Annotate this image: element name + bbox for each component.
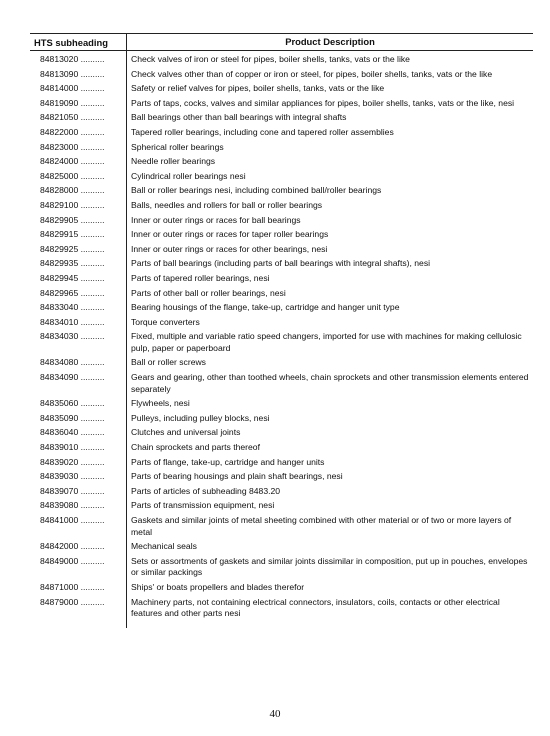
hts-code: 84834030 .......... bbox=[40, 331, 105, 342]
hts-code: 84835060 .......... bbox=[40, 398, 105, 409]
table-row bbox=[30, 124, 533, 139]
product-description: Parts of flange, take-up, cartridge and hanger units bbox=[131, 456, 325, 467]
product-description: Parts of tapered roller bearings, nesi bbox=[131, 272, 270, 283]
product-description: Parts of transmission equipment, nesi bbox=[131, 500, 275, 511]
hts-code: 84813020 .......... bbox=[40, 54, 105, 64]
hts-code: 84829100 .......... bbox=[40, 199, 105, 210]
hts-code: 84829965 .......... bbox=[40, 287, 105, 298]
product-description: Needle roller bearings bbox=[131, 156, 216, 167]
product-description: Flywheels, nesi bbox=[131, 398, 190, 409]
hts-code: 84834010 .......... bbox=[40, 316, 105, 327]
hts-code: 84829905 .......... bbox=[40, 214, 105, 225]
hts-code: 84829935 .......... bbox=[40, 258, 105, 269]
product-description: Parts of articles of subheading 8483.20 bbox=[131, 485, 281, 496]
product-description: Ball bearings other than ball bearings with integral shafts bbox=[131, 112, 347, 123]
product-description: Gaskets and similar joints of metal sheeting combined with other material or of two or more layers of metal bbox=[131, 515, 512, 537]
table-row bbox=[30, 80, 533, 95]
table-row bbox=[30, 212, 533, 227]
table-row bbox=[30, 410, 533, 425]
table-row bbox=[30, 95, 533, 110]
product-description: Chain sprockets and parts thereof bbox=[131, 442, 260, 453]
product-description: Check valves other than of copper or iron or steel, for pipes, boiler shells, tanks, vats or the like bbox=[131, 68, 493, 79]
hts-code: 84849000 .......... bbox=[40, 555, 105, 566]
hts-code: 84825000 .......... bbox=[40, 170, 105, 181]
table-row bbox=[30, 328, 533, 354]
table-row bbox=[30, 483, 533, 498]
table-row bbox=[30, 553, 533, 579]
table-row bbox=[30, 182, 533, 197]
hts-code: 84821050 .......... bbox=[40, 112, 105, 123]
product-description: Ball or roller bearings nesi, including combined ball/roller bearings bbox=[131, 185, 382, 196]
table-row bbox=[30, 497, 533, 512]
hts-code: 84839030 .......... bbox=[40, 471, 105, 482]
product-description: Ships' or boats propellers and blades therefor bbox=[131, 581, 305, 592]
product-description: Pulleys, including pulley blocks, nesi bbox=[131, 412, 270, 423]
table-row bbox=[30, 285, 533, 300]
hts-code: 84871000 .......... bbox=[40, 581, 105, 592]
table-row bbox=[30, 538, 533, 553]
table-row bbox=[30, 153, 533, 168]
hts-code: 84839070 .......... bbox=[40, 485, 105, 496]
hts-code: 84839010 .......... bbox=[40, 442, 105, 453]
table-header bbox=[30, 33, 533, 51]
product-description: Torque converters bbox=[131, 316, 200, 327]
hts-code: 84839080 .......... bbox=[40, 500, 105, 511]
hts-table bbox=[30, 33, 533, 620]
product-description: Inner or outer rings or races for ball bearings bbox=[131, 214, 301, 225]
table-body bbox=[30, 51, 533, 620]
product-description: Inner or outer rings or races for taper roller bearings bbox=[131, 229, 329, 240]
product-description: Safety or relief valves for pipes, boiler shells, tanks, vats or the like bbox=[131, 83, 385, 94]
hts-code: 84814000 .......... bbox=[40, 83, 105, 94]
table-row bbox=[30, 255, 533, 270]
table-row bbox=[30, 579, 533, 594]
hts-code: 84823000 .......... bbox=[40, 141, 105, 152]
table-row bbox=[30, 468, 533, 483]
product-description: Sets or assortments of gaskets and similar joints dissimilar in composition, put up in pouches, envelopes or similar packings bbox=[131, 555, 528, 578]
table-row bbox=[30, 139, 533, 154]
table-row bbox=[30, 168, 533, 183]
product-description: Parts of other ball or roller bearings, nesi bbox=[131, 287, 286, 298]
product-description: Gears and gearing, other than toothed wheels, chain sprockets and other transmission elements entered separately bbox=[131, 372, 529, 394]
product-description: Parts of ball bearings (including parts of ball bearings with integral shafts), nesi bbox=[131, 258, 431, 269]
table-row bbox=[30, 424, 533, 439]
header-product-description: Product Description bbox=[126, 34, 533, 50]
table-row bbox=[30, 197, 533, 212]
table-row bbox=[30, 314, 533, 329]
hts-code: 84836040 .......... bbox=[40, 427, 105, 438]
hts-code: 84835090 .......... bbox=[40, 412, 105, 423]
hts-code: 84829925 .......... bbox=[40, 243, 105, 254]
hts-code: 84833040 .......... bbox=[40, 302, 105, 313]
table-row bbox=[30, 270, 533, 285]
product-description: Tapered roller bearings, including cone and tapered roller assemblies bbox=[131, 126, 394, 137]
hts-code: 84829945 .......... bbox=[40, 272, 105, 283]
table-row bbox=[30, 369, 533, 395]
header-hts-subheading: HTS subheading bbox=[34, 36, 108, 48]
hts-code: 84842000 .......... bbox=[40, 541, 105, 552]
product-description: Balls, needles and rollers for ball or roller bearings bbox=[131, 199, 323, 210]
product-description: Clutches and universal joints bbox=[131, 427, 241, 438]
product-description: Fixed, multiple and variable ratio speed changers, imported for use with machines for making cellulosic pulp, paper or paperboard bbox=[131, 331, 522, 353]
table-row bbox=[30, 439, 533, 454]
hts-code: 84822000 .......... bbox=[40, 126, 105, 137]
product-description: Parts of bearing housings and plain shaft bearings, nesi bbox=[131, 471, 343, 482]
hts-code: 84829915 .......... bbox=[40, 229, 105, 240]
page-number: 40 bbox=[269, 708, 281, 720]
product-description: Cylindrical roller bearings nesi bbox=[131, 170, 246, 181]
table-row bbox=[30, 226, 533, 241]
product-description: Ball or roller screws bbox=[131, 357, 206, 368]
product-description: Machinery parts, not containing electrical connectors, insulators, coils, contacts or other electrical features and other parts nesi bbox=[131, 596, 500, 619]
table-row bbox=[30, 354, 533, 369]
hts-code: 84828000 .......... bbox=[40, 185, 105, 196]
product-description: Check valves of iron or steel for pipes, boiler shells, tanks, vats or the like bbox=[131, 54, 410, 64]
hts-code: 84824000 .......... bbox=[40, 156, 105, 167]
table-row bbox=[30, 512, 533, 538]
hts-code: 84879000 .......... bbox=[40, 596, 105, 607]
product-description: Mechanical seals bbox=[131, 541, 197, 552]
hts-code: 84813090 .......... bbox=[40, 68, 105, 79]
table-row bbox=[30, 66, 533, 81]
hts-code: 84834080 .......... bbox=[40, 357, 105, 368]
hts-code: 84834090 .......... bbox=[40, 372, 105, 383]
table-row bbox=[30, 241, 533, 256]
product-description: Spherical roller bearings bbox=[131, 141, 224, 152]
table-row bbox=[30, 454, 533, 469]
product-description: Bearing housings of the flange, take-up, cartridge and hanger unit type bbox=[131, 302, 400, 313]
hts-code: 84841000 .......... bbox=[40, 515, 105, 525]
hts-code: 84839020 .......... bbox=[40, 456, 105, 467]
table-row bbox=[30, 299, 533, 314]
table-row bbox=[30, 594, 533, 620]
product-description: Inner or outer rings or races for other bearings, nesi bbox=[131, 243, 328, 254]
table-row bbox=[30, 109, 533, 124]
hts-code: 84819090 .......... bbox=[40, 97, 105, 108]
product-description: Parts of taps, cocks, valves and similar appliances for pipes, boiler shells, tanks, vats or the like, nesi bbox=[131, 97, 515, 108]
table-row bbox=[30, 395, 533, 410]
table-row bbox=[30, 51, 533, 66]
